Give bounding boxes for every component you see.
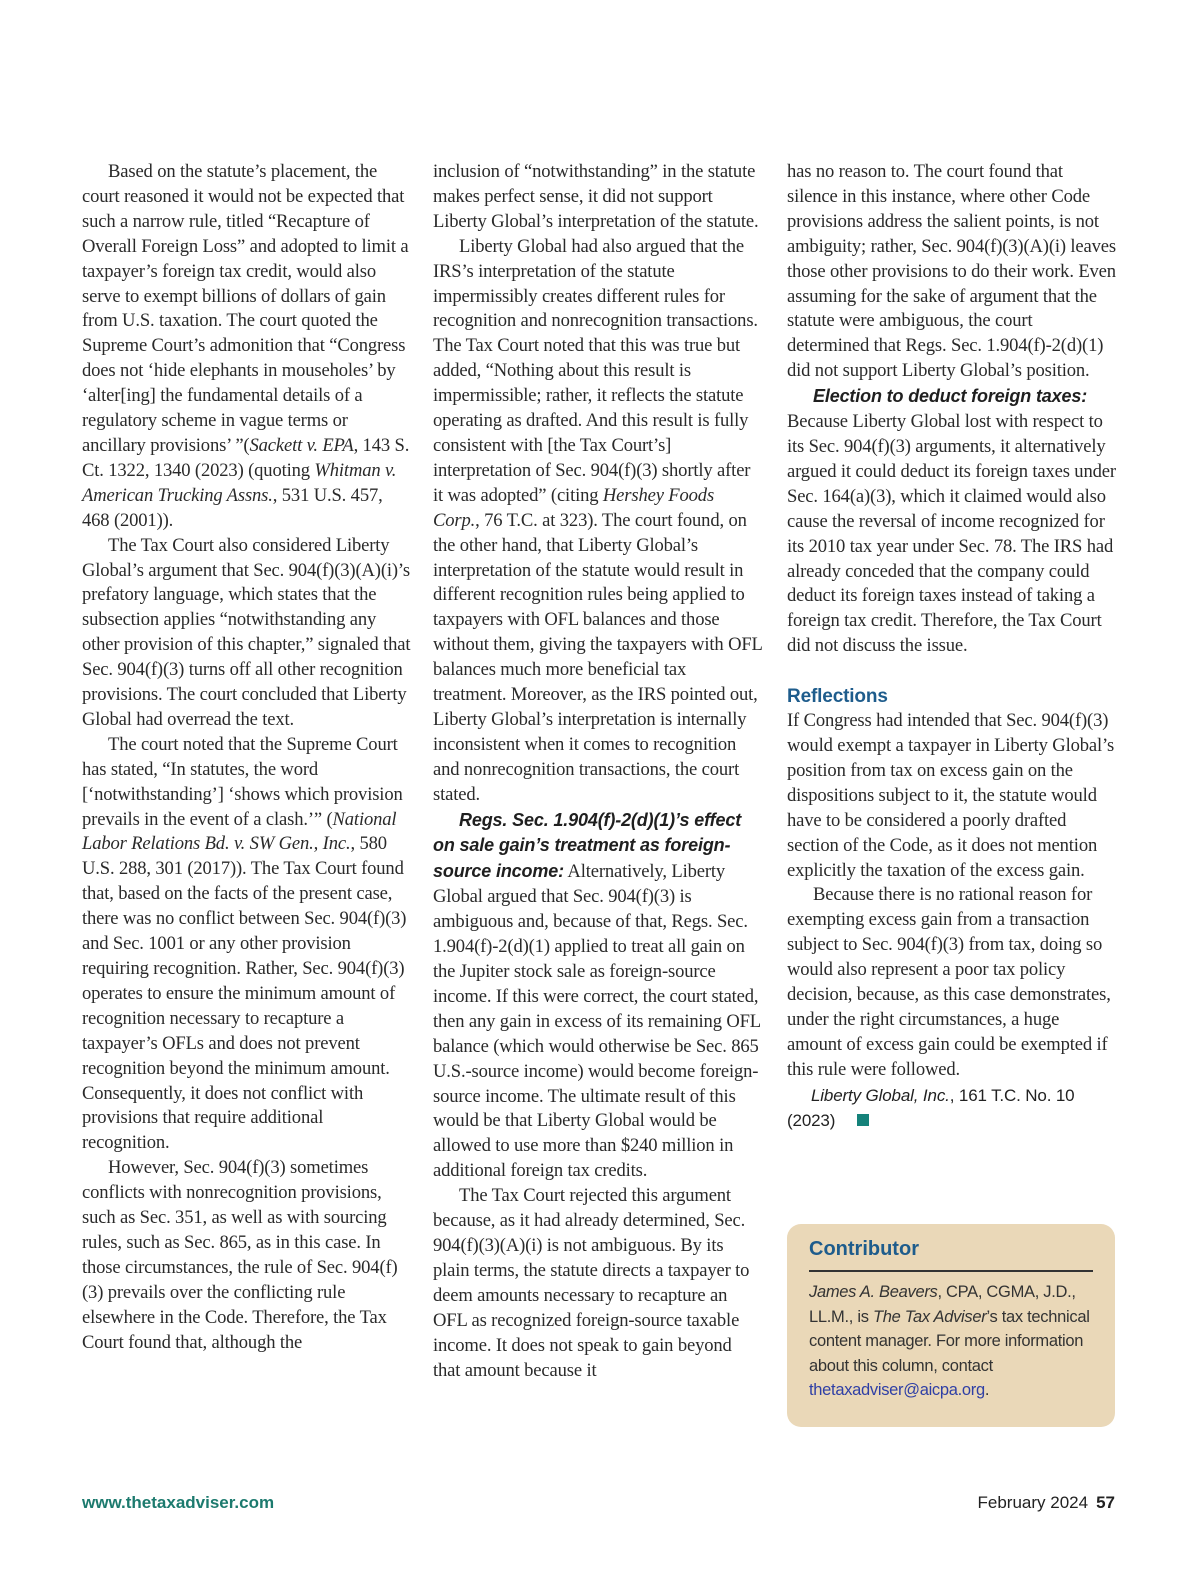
end-of-article-square-icon — [857, 1114, 869, 1126]
paragraph: inclusion of “notwithstanding” in the statute makes perfect sense, it did not support Liberty Global’s interpretation of the statute. — [433, 161, 759, 232]
footer-website-link[interactable]: www.thetaxadviser.com — [82, 1493, 275, 1512]
email-link[interactable]: thetaxadviser@aicpa.org — [809, 1381, 985, 1399]
case-citation: National Labor Relations Bd. v. SW Gen., Inc. — [82, 808, 397, 855]
paragraph: If Congress had intended that Sec. 904(f)(3) would exempt a taxpayer in Liberty Global’s position from tax on excess gain on the dispositions subject to it, the statute would have to be considered a poorly drafted section of the Code, as it does not mention explicitly the taxation of the excess gain. — [787, 710, 1115, 881]
case-name: Liberty Global, Inc. — [811, 1085, 950, 1105]
paragraph: The Tax Court rejected this argument because, as it had already determined, Sec. 904(f)(3)(A)(i) is not ambiguous. By its plain terms, the statute directs a taxpayer to deem amounts necessary to recapture an OFL as recognized foreign-source taxable income. It does not speak to gain beyond that amount because it — [433, 1185, 750, 1381]
issue-date: February 2024 — [977, 1493, 1089, 1512]
article-column-2 — [433, 160, 763, 1383]
article-column-3 — [787, 160, 1117, 1133]
paragraph: The court noted that the Supreme Court has stated, “In statutes, the word [‘notwithstanding’] ‘shows which provision prevails in the event of a clash.’” (National Labor Relations Bd. v. SW Gen., Inc., 580 U.S. 288, 301 (2017)). The Tax Court found that, based on the facts of the present case, there was no conflict between Sec. 904(f)(3) and Sec. 1001 or any other provision requiring recognition. Rather, Sec. 904(f)(3) operates to ensure the minimum amount of recognition necessary to recapture a taxpayer’s OFLs and does not prevent recognition beyond the minimum amount. Consequently, it does not conflict with provisions that require additional recognition. — [82, 733, 407, 1154]
case-citation: Whitman v. American Trucking Assns. — [82, 459, 397, 506]
paragraph: has no reason to. The court found that silence in this instance, where other Code provisions address the salient points, is not ambiguity; rather, Sec. 904(f)(3)(A)(i) leaves those other provisions to do their work. Even assuming for the sake of argument that the statute were ambiguous, the court determined that Regs. Sec. 1.904(f)-2(d)(1) did not support Liberty Global’s position. — [787, 161, 1116, 382]
page-number: 57 — [1096, 1493, 1115, 1512]
article-column-1 — [82, 160, 412, 1356]
paragraph: Based on the statute’s placement, the court reasoned it would not be expected that such a narrow rule, titled “Recapture of Overall Foreign Loss” and adopted to limit a taxpayer’s foreign tax credit, would also serve to exempt billions of dollars of gain from U.S. taxation. The court quoted the Supreme Court’s admonition that “Congress does not ‘hide elephants in mouseholes’ by ‘alter[ing] the fundamental details of a regulatory scheme in vague terms or ancillary provisions’ ”(Sackett v. EPA, 143 S. Ct. 1322, 1340 (2023) (quoting Whitman v. American Trucking Assns., 531 U.S. 457, 468 (2001)). — [82, 161, 410, 531]
paragraph: However, Sec. 904(f)(3) sometimes conflicts with nonrecognition provisions, such as Sec. 351, as well as with sourcing rules, such as Sec. 865, as in this case. In those circumstances, the rule of Sec. 904(f)(3) prevails over the conflicting rule elsewhere in the Code. Therefore, the Tax Court found that, although the — [82, 1157, 398, 1353]
case-citation: Sackett v. EPA — [249, 434, 354, 456]
case-citation: Hershey Foods Corp. — [433, 484, 715, 531]
paragraph: Because there is no rational reason for exempting excess gain from a transaction subject to Sec. 904(f)(3) from tax, doing so would also represent a poor tax policy decision, because, as this case demonstrates, under the right circumstances, a huge amount of excess gain could be exempted if this rule were followed. — [787, 884, 1111, 1080]
footer-issue-info — [978, 1493, 1116, 1513]
contributor-title: Contributor — [809, 1236, 1093, 1272]
paragraph: Election to deduct foreign taxes: Because Liberty Global lost with respect to its Sec. 904(f)(3) arguments, it alternatively argued it could deduct its foreign taxes under Sec. 164(a)(3), which it claimed would also cause the reversal of income recognized for its 2010 tax year under Sec. 78. The IRS had already conceded that the company could deduct its foreign taxes instead of taking a foreign tax credit. Therefore, the Tax Court did not discuss the issue. — [787, 386, 1116, 657]
paragraph: Regs. Sec. 1.904(f)-2(d)(1)’s effect on sale gain’s treatment as foreign-source income: Alternatively, Liberty Global argued that Sec. 904(f)(3) is ambiguous and, because of that, Regs. Sec. 1.904(f)-2(d)(1) applied to treat all gain on the Jupiter stock sale as foreign-source income. If this were correct, the court stated, then any gain in excess of its remaining OFL balance (which would otherwise be Sec. 865 U.S.-source income) would become foreign-source income. The ultimate result of this would be that Liberty Global would be allowed to use more than $240 million in additional foreign tax credits. — [433, 809, 761, 1182]
section-heading-reflections: Reflections — [787, 686, 888, 708]
contributor-bio: James A. Beavers, CPA, CGMA, J.D., LL.M., is The Tax Adviser’s tax technical content manager. For more information about this column, contact thetaxadviser@aicpa.org. — [809, 1283, 1090, 1399]
paragraph: The Tax Court also considered Liberty Global’s argument that Sec. 904(f)(3)(A)(i)’s prefatory language, which states that the subsection applies “notwithstanding any other provision of this chapter,” signaled that Sec. 904(f)(3) turns off all other recognition provisions. The court concluded that Liberty Global had overread the text. — [82, 534, 411, 730]
contributor-name: James A. Beavers — [809, 1283, 938, 1301]
publication-name: The Tax Adviser — [872, 1307, 987, 1326]
paragraph: Liberty Global had also argued that the IRS’s interpretation of the statute impermissibly creates different rules for recognition and nonrecognition transactions. The Tax Court noted that this was true but added, “Nothing about this result is impermissible; rather, it reflects the statute operating as drafted. And this result is fully consistent with [the Tax Court’s] interpretation of Sec. 904(f)(3) shortly after it was adopted” (citing Hershey Foods Corp., 76 T.C. at 323). The court found, on the other hand, that Liberty Global’s interpretation of the statute would result in different recognition rules being applied to taxpayers with OFL balances and those without them, giving the taxpayers with OFL balances much more beneficial tax treatment. Moreover, as the IRS pointed out, Liberty Global’s interpretation is internally inconsistent when it comes to recognition and nonrecognition transactions, the court stated. — [433, 235, 763, 805]
case-citation-line: Liberty Global, Inc., 161 T.C. No. 10 (2023) — [787, 1085, 1075, 1130]
run-in-heading: Regs. Sec. 1.904(f)-2(d)(1)’s effect on sale gain’s treatment as foreign-source income: — [433, 809, 742, 882]
run-in-heading: Election to deduct foreign taxes: — [813, 386, 1088, 407]
contributor-box — [787, 1224, 1115, 1427]
